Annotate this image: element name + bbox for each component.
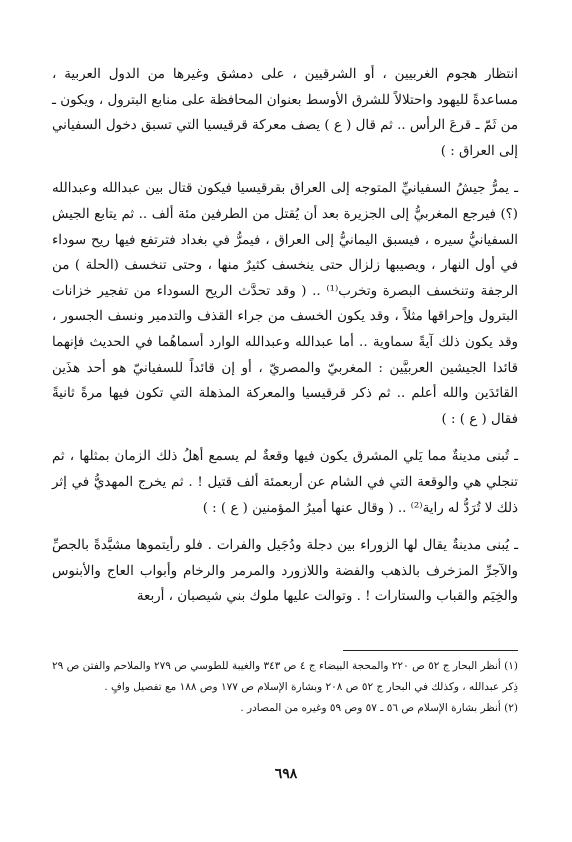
footnotes: [52, 656, 518, 719]
paragraph-1: انتظار هجوم الغربيين ، أو الشرقيين ، على دمشق وغيرها من الدول العربية ، مساعدةً لليهود واحتلالاً للشرق الأوسط بعنوان المحافظة على منابع البترول ، ويكون ـ من ثَمّ ـ قرعَ الرأس .. ثم قال ( ع ) يصف معركة قرقيسيا التي تسبق دخول السفياني إلى العراق : ): [52, 67, 518, 159]
footnote-2: (٢) أنظر بشارة الإسلام ص ٥٦ ـ ٥٧ وص ٥٩ وغيره من المصادر .: [240, 702, 518, 714]
paragraph-4: ـ يُبنى مدينةٌ يقال لها الزوراء بين دجلة ودُجَيل والفرات . فلو رأيتموها مشيَّدةً بالجصِّ والآجرِّ المزخرف بالذهب والفضة واللازورد والمرمر والرخام وأبواب العاج والأبنوس والخِيَم والقباب والستارات ! . وتوالت عليها ملوك بني شيصبان ، أربعة: [52, 538, 518, 605]
main-text: [52, 62, 518, 610]
paragraph-3: ـ تُبنى مدينةٌ مما يَلي المشرق يكون فيها وقعةٌ لم يسمع أهلُ ذلك الزمان بمثلها ، ثم تنجلي هي والوقعة التي في الشام عن أربعمئة ألف قتيل ! . ثم يخرج المهديُّ في إثر ذلك لا تُرَدُّ له راية⁽²⁾ .. ( وقال عنها أميرُ المؤمنين ( ع ) : ): [52, 449, 518, 516]
page-number: ٦٩٨: [274, 766, 298, 782]
footnote-1: (١) أنظر البحار ج ٥٢ ص ٢٢٠ والمحجة البيضاء ج ٤ ص ٣٤٣ والغيبة للطوسي ص ٢٧٩ والملاحم والفتن ص ٢٩ ذِكر عبدالله ، وكذلك في البحار ج ٥٢ ص ٢٠٨ وبشارة الإسلام ص ١٧٧ وص ١٨٨ مع تفصيل وافٍ .: [52, 660, 518, 693]
footnote-separator: [343, 650, 518, 651]
paragraph-2: ـ يمرُّ جيشُ السفيانيِّ المتوجه إلى العراق بقرقيسيا فيكون قتال بين عبدالله وعبدالله (؟) فيرجع المغربيُّ إلى الجزيرة بعد أن يُقتل من الطرفين مئة ألف .. ثم يتابع الجيش السفيانيُّ سيره ، فيسبق اليمانيُّ إلى العراق ، فيمرُّ في بغداد فترتفع فيها ريح سوداء في أول النهار ، ويصيبها زلزال حتى ينخسف كثيرٌ منها ، وحتى تنخسف (الحلة ) من الرجفة وتنخسف البصرة وتخرب⁽¹⁾ .. ( وقد تحدَّث الريح السوداء من تفجير خزانات البترول وإحراقها مثلاً ، وقد يكون الخسف من جراء القذف والتدمير ونسف الجسور ، وقد يكون ذلك آيةً سماوية .. أما عبدالله وعبدالله الوارد أسماهُما في الحديث فإنهما قائدا الجيشين العربيَّين : المغربيّ والمصريّ ، أو إن قائداً للسفيانيّ هو أحد هذَين القائدَين والله أعلم .. ثم ذكر قرقيسيا والمعركة المذهلة التي تكون فيها مرةً ثانيةً فقال ( ع ) : ): [52, 181, 518, 427]
